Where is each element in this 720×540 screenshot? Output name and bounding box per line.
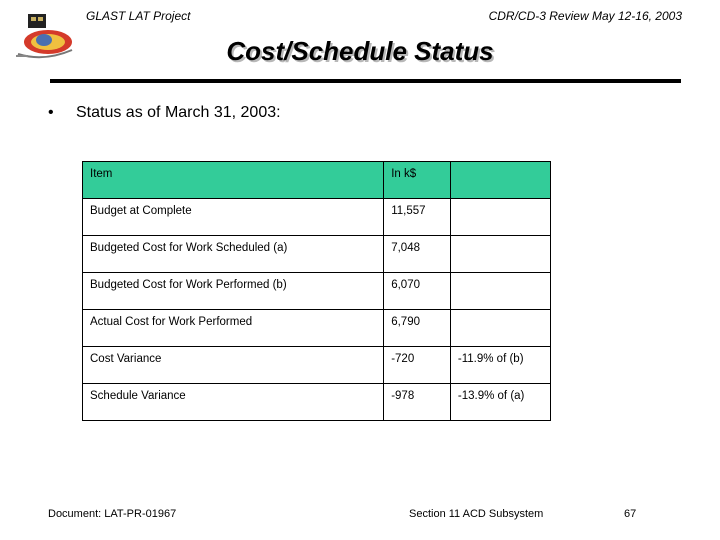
row-amount: 11,557 (384, 199, 451, 236)
table-row (83, 310, 551, 347)
bullet-symbol: • (48, 104, 54, 121)
table-row (83, 347, 551, 384)
footer-section: Section 11 ACD Subsystem (409, 508, 544, 520)
table-row (83, 273, 551, 310)
row-amount: 7,048 (384, 236, 451, 273)
row-note (450, 310, 550, 347)
row-amount: -720 (384, 347, 451, 384)
row-label: Schedule Variance (83, 384, 384, 421)
row-note (450, 199, 550, 236)
row-label: Budgeted Cost for Work Performed (b) (83, 273, 384, 310)
row-amount: 6,070 (384, 273, 451, 310)
footer-page-number: 67 (624, 508, 637, 520)
table-header-row (83, 162, 551, 199)
table-row (83, 384, 551, 421)
row-note: -11.9% of (b) (450, 347, 550, 384)
status-table (82, 161, 551, 421)
bullet-text: Status as of March 31, 2003: (76, 104, 281, 121)
title-divider (50, 79, 681, 83)
slide-title: Cost/Schedule Status (226, 36, 494, 66)
header-cell-item: Item (83, 162, 384, 199)
row-label: Actual Cost for Work Performed (83, 310, 384, 347)
header-cell-blank (450, 162, 550, 199)
header-cell-amount: In k$ (384, 162, 451, 199)
row-amount: -978 (384, 384, 451, 421)
row-note: -13.9% of (a) (450, 384, 550, 421)
review-info: CDR/CD-3 Review May 12-16, 2003 (488, 9, 682, 23)
row-label: Budget at Complete (83, 199, 384, 236)
row-amount: 6,790 (384, 310, 451, 347)
row-note (450, 273, 550, 310)
footer-document-id: Document: LAT-PR-01967 (48, 508, 177, 520)
row-label: Budgeted Cost for Work Scheduled (a) (83, 236, 384, 273)
row-label: Cost Variance (83, 347, 384, 384)
table-row (83, 236, 551, 273)
row-note (450, 236, 550, 273)
table-row (83, 199, 551, 236)
project-name: GLAST LAT Project (86, 9, 191, 23)
